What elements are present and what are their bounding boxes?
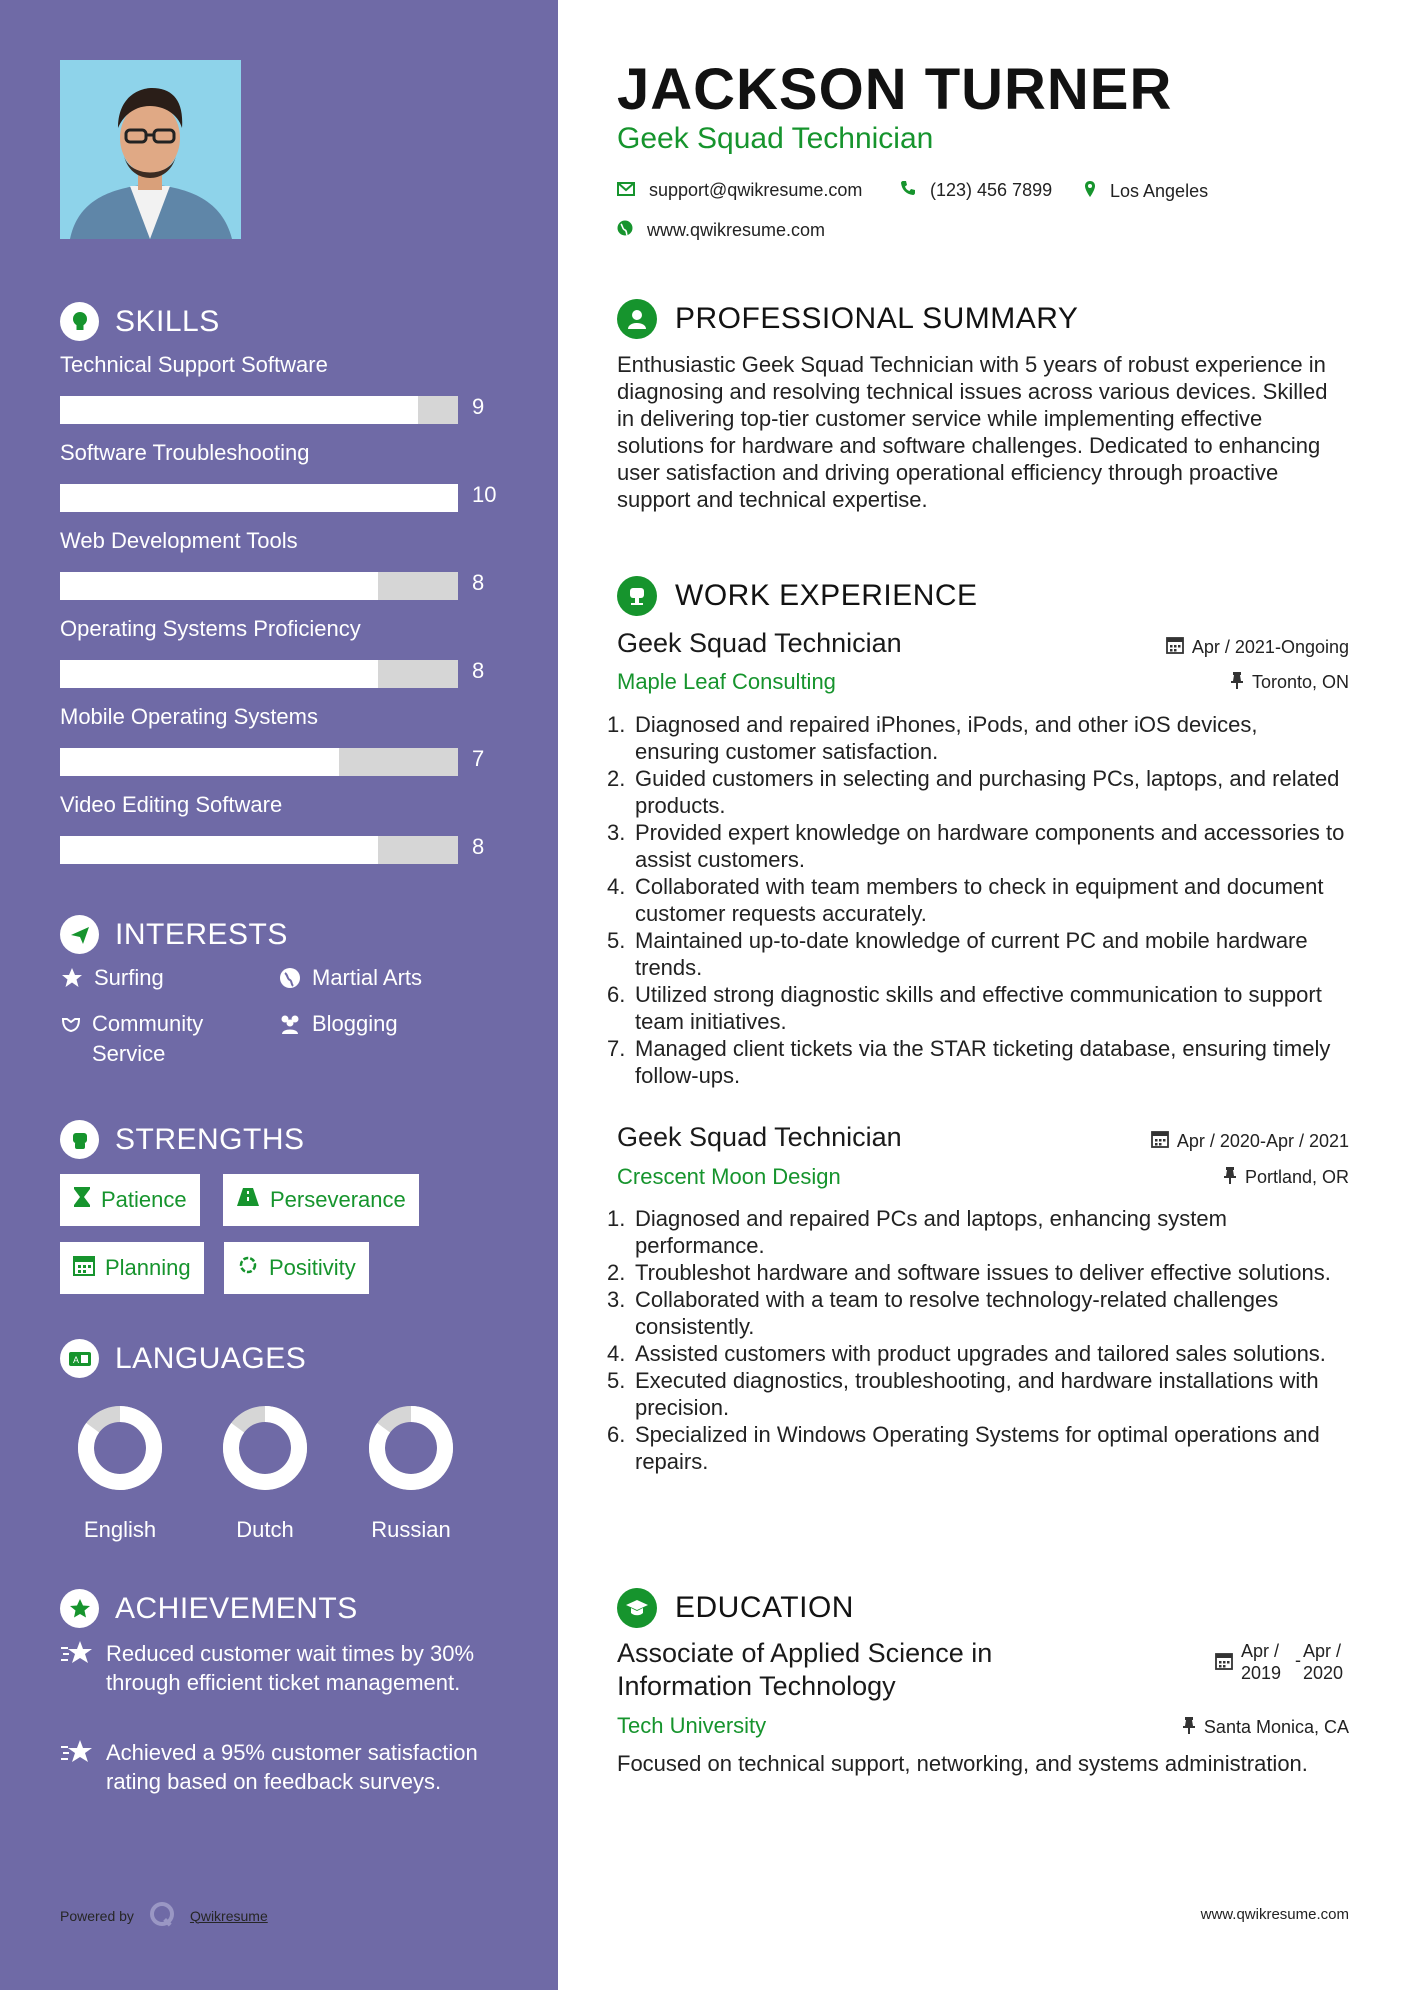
contact-phone [900,180,1052,201]
hourglass-icon [73,1186,91,1214]
skill-label: Web Development Tools [60,528,298,553]
calendar-icon [1215,1652,1233,1675]
contact-email [617,180,862,201]
skill-item [60,792,500,859]
pin-icon [1182,1716,1196,1739]
skill-value: 7 [472,746,485,771]
skill-label: Video Editing Software [60,792,283,817]
star-icon [60,963,84,993]
strength-label: Positivity [269,1255,356,1280]
website-text[interactable]: www.qwikresume.com [647,220,826,240]
education-title: EDUCATION [675,1591,854,1624]
achievements-title: ACHIEVEMENTS [115,1591,358,1625]
summary-title: PROFESSIONAL SUMMARY [675,302,1079,335]
powered-by-label: Powered by [60,1907,134,1924]
list-item: 3. Collaborated with a team to resolve technology-related challenges consistently. [607,1287,1279,1339]
skill-bar [60,836,458,864]
job-role: Geek Squad Technician [617,628,902,658]
job-dates-text: Apr / 2021-Ongoing [1191,637,1349,657]
summary-heading [617,299,1078,339]
email-text[interactable]: support@qwikresume.com [649,180,863,200]
list-item: 3. Provided expert knowledge on hardware components and accessories to assist customers. [607,820,1345,872]
skill-value: 10 [472,482,497,507]
skill-item [60,704,500,771]
language-ring [205,1400,325,1500]
list-item: 4. Assisted customers with product upgrades and tailored sales solutions. [607,1341,1326,1366]
calendar-icon [1166,636,1184,659]
list-item: 2. Troubleshot hardware and software issues to deliver effective solutions. [607,1260,1331,1285]
skill-label: Technical Support Software [60,352,328,377]
skill-bar [60,484,458,512]
language-item [60,1400,180,1543]
list-item: 5. Maintained up-to-date knowledge of current PC and mobile hardware trends. [607,928,1308,980]
skill-item [60,528,500,595]
list-item: 5. Executed diagnostics, troubleshooting, and hardware installations with precision. [607,1368,1319,1420]
interest-label: Surfing [94,965,164,990]
job-location-text: Portland, OR [1244,1167,1349,1187]
calendar-icon [1151,1130,1169,1153]
education-start: Apr / 2019 [1241,1641,1282,1683]
education-dates [1215,1640,1349,1684]
education-end: Apr / 2020 [1303,1641,1344,1683]
user-icon [617,299,657,339]
star-burst-icon [60,1639,94,1697]
strengths-heading [60,1120,305,1159]
list-item: 7. Managed client tickets via the STAR ticketing database, ensuring timely follow-ups. [607,1036,1331,1088]
job-bullets [607,711,1347,1089]
footer-website[interactable]: www.qwikresume.com [1200,1906,1349,1923]
candidate-name: JACKSON TURNER [617,57,1173,122]
skill-bar [60,572,458,600]
job-location [1230,671,1349,694]
job-company: Maple Leaf Consulting [617,669,836,694]
job-bullets [607,1205,1347,1475]
map-pin-icon [1084,180,1096,203]
pin-icon [1223,1166,1237,1189]
contact-website [617,220,825,241]
language-label: Dutch [236,1517,294,1542]
achievement-text: Reduced customer wait times by 30% through efficient ticket management. [106,1641,475,1695]
education-date-separator: - [1295,1650,1301,1670]
achievement-item [60,1738,500,1796]
list-item: 6. Specialized in Windows Operating Systems for optimal operations and repairs. [607,1422,1320,1474]
education-location-text: Santa Monica, CA [1203,1717,1349,1737]
languages-heading [60,1339,306,1378]
interest-label: Community Service [92,1011,204,1066]
briefcase-icon [617,576,657,616]
language-ring [351,1400,471,1500]
interest-label: Blogging [312,1011,398,1036]
language-ring [60,1400,180,1500]
skills-title: SKILLS [115,304,220,338]
job-dates [1166,636,1349,659]
fist-icon [60,1120,99,1159]
pin-icon [1230,671,1244,694]
education-school: Tech University [617,1713,767,1738]
interest-item [60,963,164,993]
job-location [1223,1166,1349,1189]
translate-icon [60,1339,99,1378]
svg-text:A: A [72,1354,79,1365]
skills-heading [60,302,220,341]
experience-title: WORK EXPERIENCE [675,579,978,612]
languages-title: LANGUAGES [115,1341,307,1375]
job-role: Geek Squad Technician [617,1122,902,1152]
list-item: 6. Utilized strong diagnostic skills and effective communication to support team initiatives. [607,982,1322,1034]
achievement-text: Achieved a 95% customer satisfaction rating based on feedback surveys. [106,1740,478,1794]
strength-chip [224,1242,369,1294]
skill-value: 8 [472,834,485,859]
skill-value: 9 [472,394,485,419]
skill-bar [60,748,458,776]
phone-text[interactable]: (123) 456 7899 [930,180,1053,200]
globe-icon [617,220,633,241]
envelope-icon [617,180,635,201]
interest-item [278,1009,398,1039]
strengths-title: STRENGTHS [115,1122,305,1156]
skill-label: Mobile Operating Systems [60,704,318,729]
skill-item [60,616,500,683]
education-location [1182,1716,1349,1739]
list-item: 1. Diagnosed and repaired iPhones, iPods, and other iOS devices, ensuring customer satisfaction. [607,712,1258,764]
globe-icon [278,963,302,993]
lightbulb-icon [60,302,99,341]
achievement-item [60,1639,500,1697]
sun-icon [237,1254,259,1282]
strength-label: Perseverance [270,1187,406,1212]
strength-chip [60,1242,204,1294]
job-dates-text: Apr / 2020-Apr / 2021 [1176,1131,1349,1151]
road-icon [236,1187,260,1213]
strength-chip [60,1174,200,1226]
strength-label: Patience [101,1187,187,1212]
skill-label: Software Troubleshooting [60,440,310,465]
skill-item [60,440,500,507]
language-label: Russian [371,1517,451,1542]
job-dates [1151,1130,1349,1153]
skill-bar [60,396,458,424]
people-icon [278,1009,302,1039]
summary-text: Enthusiastic Geek Squad Technician with 5 years of robust experience in diagnosing and resolving technical issues across various devices. Skilled in delivering top-tier customer service while implementing effective solutions for hardware and software challenges. Dedicated to enhancing user satisfaction and driving operational efficiency through proactive support and technical expertise. [617,352,1328,512]
education-heading [617,1588,854,1628]
experience-heading [617,576,978,616]
list-item: 1. Diagnosed and repaired PCs and laptops, enhancing system performance. [607,1206,1227,1258]
interest-item [278,963,422,993]
award-icon [60,1589,99,1628]
star-burst-icon [60,1738,94,1796]
skill-label: Operating Systems Proficiency [60,616,361,641]
location-text: Los Angeles [1110,181,1209,201]
qwikresume-link[interactable]: Qwikresume [189,1907,268,1924]
calendar-icon [73,1254,95,1282]
profile-photo [60,60,241,239]
job-company: Crescent Moon Design [617,1164,841,1189]
contact-location [1084,180,1208,203]
interests-heading [60,915,288,954]
language-item [205,1400,325,1543]
skill-value: 8 [472,658,485,683]
hands-icon [60,1009,82,1039]
list-item: 4. Collaborated with team members to check in equipment and document customer requests accurately. [607,874,1324,926]
job-location-text: Toronto, ON [1251,672,1349,692]
interests-title: INTERESTS [115,917,288,951]
strength-chip [223,1174,419,1226]
language-item [351,1400,471,1543]
interest-item [60,1009,240,1069]
education-degree: Associate of Applied Science in Information Technology [617,1638,993,1701]
skill-value: 8 [472,570,485,595]
strength-label: Planning [105,1255,191,1280]
interest-label: Martial Arts [312,965,423,990]
powered-by [60,1900,268,1931]
education-description: Focused on technical support, networking, and systems administration. [617,1751,1308,1776]
skill-bar [60,660,458,688]
qwikresume-logo-icon [148,1900,176,1931]
phone-icon [900,180,916,201]
paper-plane-icon [60,915,99,954]
language-label: English [83,1517,157,1542]
candidate-title: Geek Squad Technician [617,122,934,155]
skill-item [60,352,500,419]
achievements-heading [60,1589,358,1628]
sidebar [0,0,558,1990]
list-item: 2. Guided customers in selecting and purchasing PCs, laptops, and related products. [607,766,1340,818]
graduation-cap-icon [617,1588,657,1628]
